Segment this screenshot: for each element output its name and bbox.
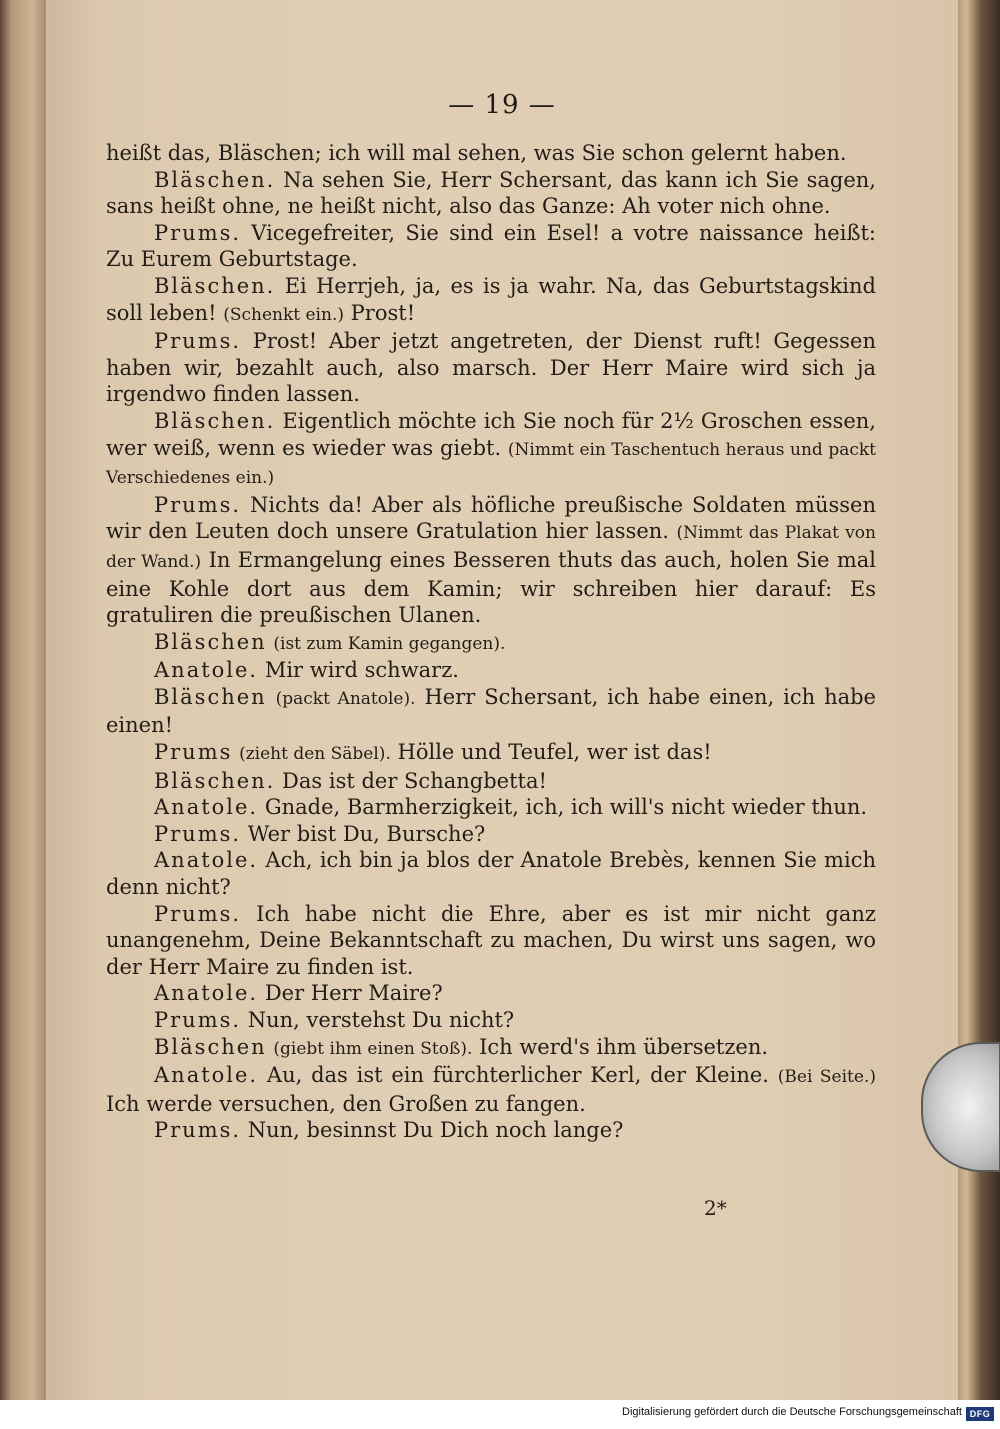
paragraph (106, 847, 876, 900)
speaker-name: Bläschen (154, 684, 267, 709)
page-body-text (106, 140, 876, 1144)
dialogue-text: Ich werde versuchen, den Großen zu fangen. (106, 1091, 586, 1116)
speaker-name: Anatole. (154, 658, 259, 683)
paragraph (106, 1117, 876, 1144)
book-page (46, 0, 958, 1400)
stage-direction: (Nimmt ein Taschentuch heraus und packt Verschiedenes ein.) (106, 439, 876, 489)
speaker-name: Bläschen. (154, 273, 276, 298)
speaker-name: Bläschen (154, 629, 267, 654)
dialogue-text: Nun, verstehst Du nicht? (247, 1008, 515, 1032)
stage-direction: (Nimmt das Plakat von der Wand.) (106, 523, 876, 572)
stage-direction: (Schenkt ein.) (223, 304, 344, 325)
speaker-name: Prums. (154, 821, 242, 846)
paragraph (106, 1034, 876, 1063)
paragraph (106, 901, 876, 981)
footer-bar (0, 1400, 1000, 1429)
dialogue-text: Eigentlich möchte ich Sie noch für 2½ Groschen essen, wer weiß, wenn es wieder was giebt. (106, 408, 876, 460)
dialogue-text: Ich werd's ihm übersetzen. (479, 1034, 769, 1059)
speaker-name: Prums. (154, 492, 242, 517)
speaker-name: Anatole. (154, 1063, 259, 1088)
paragraph (106, 220, 876, 273)
book-cover-edge (958, 0, 1000, 1400)
dialogue-text: Nichts da! Aber als höfliche preußische Soldaten müssen wir den Leuten doch unsere Gratulation hier lassen. (106, 492, 876, 544)
paragraph (106, 1007, 876, 1034)
dialogue-text: Vicegefreiter, Sie sind ein Esel! a votre naissance heißt: Zu Eurem Geburtstage. (106, 220, 876, 272)
paragraph (106, 140, 876, 167)
paragraph (106, 629, 876, 658)
stage-direction: (giebt ihm einen Stoß). (273, 1038, 473, 1059)
paragraph (106, 408, 876, 492)
dialogue-text: Gnade, Barmherzigkeit, ich, ich will's nicht wieder thun. (264, 795, 868, 820)
dialogue-text: Ach, ich bin ja blos der Anatole Brebès, kennen Sie mich denn nicht? (106, 848, 876, 900)
dialogue-text: Nun, besinnst Du Dich noch lange? (247, 1118, 624, 1143)
stage-direction: (zieht den Säbel). (239, 744, 391, 765)
dialogue-text: heißt das, Bläschen; ich will mal sehen, was Sie schon gelernt haben. (106, 141, 847, 165)
paragraph (106, 980, 876, 1007)
dialogue-text: In Ermangelung eines Besseren thuts das auch, holen Sie mal eine Kohle dort aus dem Kamin; wir schreiben hier darauf: Es gratuliren die preußischen Ulanen. (106, 547, 876, 628)
paragraph (106, 657, 876, 684)
dialogue-text: Ei Herrjeh, ja, es is ja wahr. Na, das Geburtstagskind soll leben! (106, 273, 876, 325)
paragraph (106, 821, 876, 848)
speaker-name: Bläschen. (154, 408, 276, 433)
dialogue-text: Prost! Aber jetzt angetreten, der Dienst ruft! Gegessen haben wir, bezahlt auch, also marsch. Der Herr Maire wird sich ja irgendwo finden lassen. (106, 329, 876, 407)
paragraph (106, 328, 876, 408)
speaker-name: Prums. (154, 901, 242, 926)
dialogue-text: Der Herr Maire? (264, 981, 443, 1006)
speaker-name: Prums. (154, 220, 242, 245)
stage-direction: (Bei Seite.) (777, 1067, 876, 1088)
speaker-name: Anatole. (154, 981, 259, 1006)
stage-direction: (packt Anatole). (275, 688, 416, 709)
dialogue-text: Au, das ist ein fürchterlicher Kerl, der Kleine. (266, 1063, 769, 1088)
paragraph (106, 492, 876, 629)
dialogue-text: Das ist der Schangbetta! (282, 768, 547, 793)
speaker-name: Prums. (154, 1118, 242, 1143)
paragraph (106, 684, 876, 739)
dialogue-text: Mir wird schwarz. (264, 658, 459, 683)
speaker-name: Prums. (154, 1008, 242, 1032)
stage-direction: (ist zum Kamin gegangen). (273, 633, 506, 654)
speaker-name: Anatole. (154, 848, 259, 873)
speaker-name: Prums (154, 740, 233, 765)
signature-mark: 2* (704, 1196, 727, 1220)
dialogue-text: Na sehen Sie, Herr Schersant, das kann ich Sie sagen, sans heißt ohne, ne heißt nicht, also das Ganze: Ah voter nich ohne. (106, 167, 876, 219)
page-number-header: — 19 — (448, 90, 556, 120)
paragraph (106, 167, 876, 220)
book-spine-edge (0, 0, 46, 1400)
paragraph (106, 794, 876, 821)
speaker-name: Prums. (154, 329, 242, 354)
paragraph (106, 768, 876, 795)
paragraph (106, 1062, 876, 1117)
speaker-name: Bläschen. (154, 768, 276, 793)
paragraph (106, 273, 876, 328)
speaker-name: Anatole. (154, 795, 259, 820)
speaker-name: Bläschen. (154, 167, 276, 192)
speaker-name: Bläschen (154, 1034, 267, 1059)
dialogue-text: Wer bist Du, Bursche? (247, 821, 486, 846)
dialogue-text: Hölle und Teufel, wer ist das! (397, 740, 712, 765)
dialogue-text: Ich habe nicht die Ehre, aber es ist mir nicht ganz unangenehm, Deine Bekanntschaft zu machen, Du wirst uns sagen, wo der Herr Maire zu finden ist. (106, 901, 876, 979)
dialogue-text: Herr Schersant, ich habe einen, ich habe einen! (106, 684, 876, 738)
footer-credit: Digitalisierung gefördert durch die Deutsche Forschungsgemeinschaft (622, 1406, 962, 1418)
dfg-logo-icon: DFG (966, 1407, 994, 1421)
paragraph (106, 739, 876, 768)
dialogue-text: Prost! (350, 300, 416, 325)
